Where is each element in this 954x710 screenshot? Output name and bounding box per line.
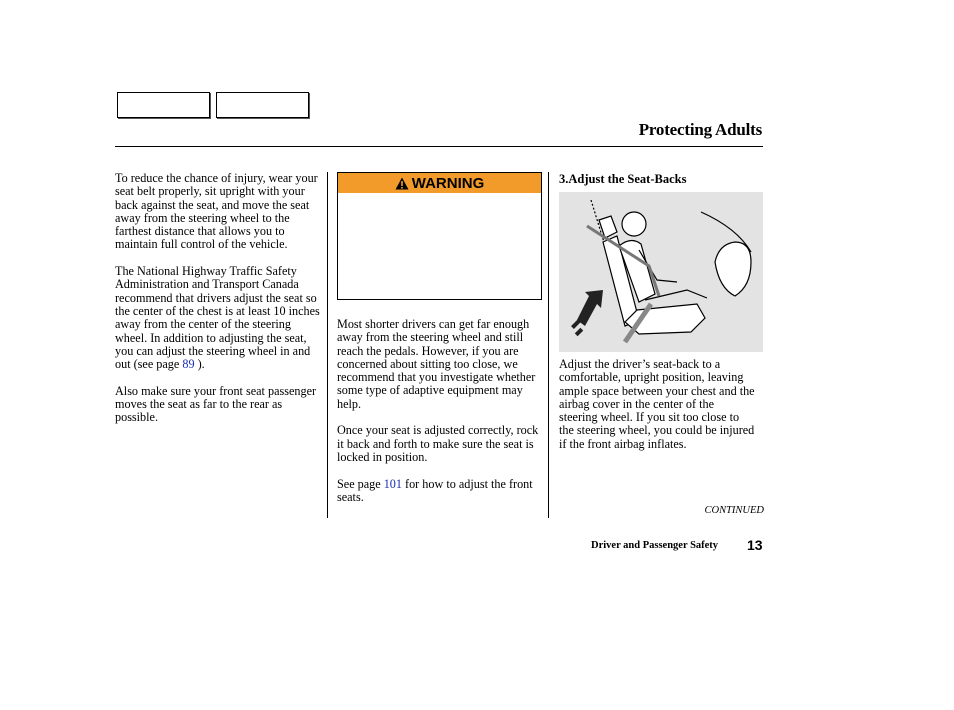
continued-label: CONTINUED <box>704 505 764 516</box>
column-divider-2 <box>548 172 549 518</box>
page-title: Protecting Adults <box>638 120 762 139</box>
footer-section-label: Driver and Passenger Safety <box>591 540 719 551</box>
column2-paragraph-3 <box>337 478 541 505</box>
warning-box <box>337 172 542 300</box>
column1-paragraph-3: Also make sure your front seat passenger moves the seat as far to the rear as possible. <box>115 383 317 425</box>
warning-header <box>338 173 541 193</box>
column1-paragraph-1: To reduce the chance of injury, wear your seat belt properly, sit upright with your back against the seat, and move the seat away from the steering wheel to the farthest distance that allows you to maintain full control of the vehicle. <box>115 171 318 252</box>
warning-triangle-icon <box>395 177 409 190</box>
page-number: 13 <box>747 537 763 553</box>
next-page-button[interactable] <box>216 92 309 118</box>
column3-paragraph-1: Adjust the driver’s seat-back to a comfortable, upright position, leaving ample space between your chest and the airbag cover in the center of the steering wheel. If you sit too close to the steering wheel, you could be injured if the front airbag inflates. <box>559 357 755 451</box>
column1-paragraph-2 <box>115 265 320 371</box>
seat-back-illustration <box>559 192 763 352</box>
column1-p2-end: ). <box>194 357 205 372</box>
column-3 <box>559 358 755 464</box>
section-heading: 3.Adjust the Seat-Backs <box>559 172 687 186</box>
column1-p2-text: The National Highway Traffic Safety Administration and Transport Canada recommend that drivers adjust the seat so the center of the chest is at least 10 inches away from the center of the steering wheel. In addition to adjusting the seat, you can adjust the steering wheel in and out (see page <box>115 264 320 372</box>
column2-paragraph-1: Most shorter drivers can get far enough away from the steering wheel and still reach the pedals. However, if you are concerned about sitting too close, we recommend that you investigate whether some type of adaptive equipment may help. <box>337 317 536 411</box>
column2-paragraph-2: Once your seat is adjusted correctly, rock it back and forth to make sure the seat is locked in position. <box>337 423 539 464</box>
column2-p3-start: See page <box>337 476 384 491</box>
column2-p3-end: for how to adjust the front seats. <box>337 476 533 504</box>
seat-adjustment-drawing <box>559 192 763 352</box>
column-2 <box>337 318 541 517</box>
column-1 <box>115 172 320 438</box>
previous-page-button[interactable] <box>117 92 210 118</box>
column-divider-1 <box>327 172 328 518</box>
title-rule <box>115 146 763 147</box>
warning-label: WARNING <box>411 174 485 192</box>
page-89-link[interactable]: 89 <box>182 357 195 372</box>
page-101-link[interactable]: 101 <box>383 476 402 491</box>
